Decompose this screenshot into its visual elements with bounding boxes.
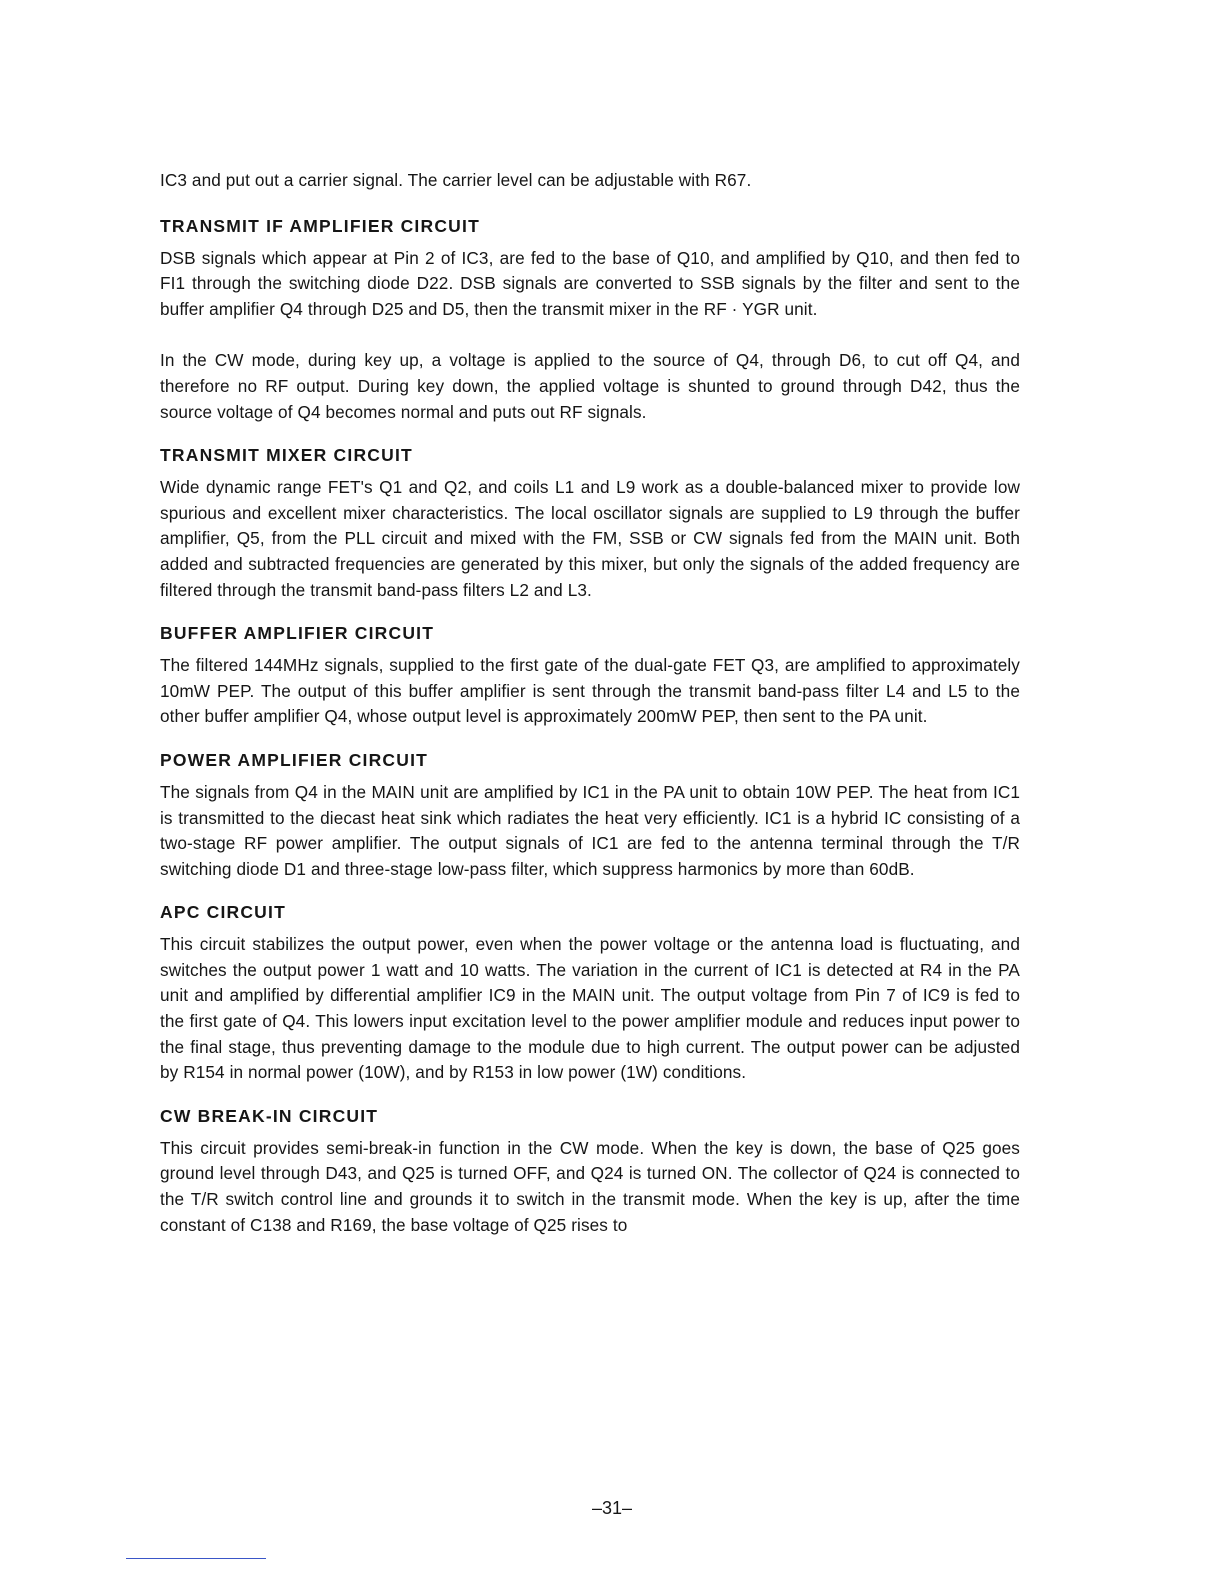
section-paragraph: DSB signals which appear at Pin 2 of IC3, are fed to the base of Q10, and amplified by Q10, and then fed to FI1 through the switching diode D22. DSB signals are converted to SSB signals by the filter and sent to the buffer amplifier Q4 through D25 and D5, then the transmit mixer in the RF · YGR unit. bbox=[160, 247, 1020, 319]
intro-paragraph: IC3 and put out a carrier signal. The carrier level can be adjustable with R67. bbox=[160, 170, 752, 190]
section-apc bbox=[160, 900, 1020, 1086]
section-paragraph: Wide dynamic range FET's Q1 and Q2, and coils L1 and L9 work as a double-balanced mixer to provide low spurious and excellent mixer characteristics. The local oscillator signals are supplied to L9 through the buffer amplifier, Q5, from the PLL circuit and mixed with the FM, SSB or CW signals fed from the MAIN unit. Both added and subtracted frequencies are generated by this mixer, but only the signals of the added frequency are filtered through the transmit band-pass filters L2 and L3. bbox=[160, 477, 1020, 600]
section-transmit-mixer bbox=[160, 443, 1020, 603]
section-heading: BUFFER AMPLIFIER CIRCUIT bbox=[160, 623, 435, 644]
section-cw-break-in bbox=[160, 1104, 1020, 1238]
section-paragraph: This circuit provides semi-break-in function in the CW mode. When the key is down, the base of Q25 goes ground level through D43, and Q25 is turned OFF, and Q24 is turned ON. The collector of Q24 is connected to the T/R switch control line and grounds it to switch in the transmit mode. When the key is up, after the time constant of C138 and R169, the base voltage of Q25 rises to bbox=[160, 1137, 1020, 1235]
section-heading: TRANSMIT MIXER CIRCUIT bbox=[160, 445, 413, 466]
section-paragraph: This circuit stabilizes the output power, even when the power voltage or the antenna load is fluctuating, and switches the output power 1 watt and 10 watts. The variation in the current of IC1 is detected at R4 in the PA unit and amplified by differential amplifier IC9 in the MAIN unit. The output voltage from Pin 7 of IC9 is fed to the first gate of Q4. This lowers input excitation level to the power amplifier module and reduces input power to the final stage, thus preventing damage to the module due to high current. The output power can be adjusted by R154 in normal power (10W), and by R153 in low power (1W) conditions. bbox=[160, 934, 1020, 1083]
section-heading: POWER AMPLIFIER CIRCUIT bbox=[160, 749, 429, 770]
section-heading: TRANSMIT IF AMPLIFIER CIRCUIT bbox=[160, 215, 480, 236]
section-transmit-if-amplifier bbox=[160, 214, 1020, 426]
section-paragraph: The signals from Q4 in the MAIN unit are amplified by IC1 in the PA unit to obtain 10W PEP. The heat from IC1 is transmitted to the diecast heat sink which radiates the heat very efficiently. IC1 is a hybrid IC consisting of a two-stage RF power amplifier. The output signals of IC1 are fed to the antenna terminal through the T/R switching diode D1 and three-stage low-pass filter, which suppress harmonics by more than 60dB. bbox=[160, 781, 1020, 879]
section-buffer-amplifier bbox=[160, 621, 1020, 730]
section-paragraph: In the CW mode, during key up, a voltage is applied to the source of Q4, through D6, to cut off Q4, and therefore no RF output. During key down, the applied voltage is shunted to ground through D42, thus the source voltage of Q4 becomes normal and puts out RF signals. bbox=[160, 350, 1020, 422]
section-heading: CW BREAK-IN CIRCUIT bbox=[160, 1105, 379, 1126]
scan-line-divider bbox=[126, 1558, 266, 1559]
section-power-amplifier bbox=[160, 748, 1020, 882]
section-heading: APC CIRCUIT bbox=[160, 902, 286, 923]
page-number: –31– bbox=[591, 1498, 633, 1518]
page-content bbox=[160, 168, 1020, 1256]
section-paragraph: The filtered 144MHz signals, supplied to the first gate of the dual-gate FET Q3, are amplified to approximately 10mW PEP. The output of this buffer amplifier is sent through the transmit band-pass filter L4 and L5 to the other buffer amplifier Q4, whose output level is approximately 200mW PEP, then sent to the PA unit. bbox=[160, 655, 1020, 727]
